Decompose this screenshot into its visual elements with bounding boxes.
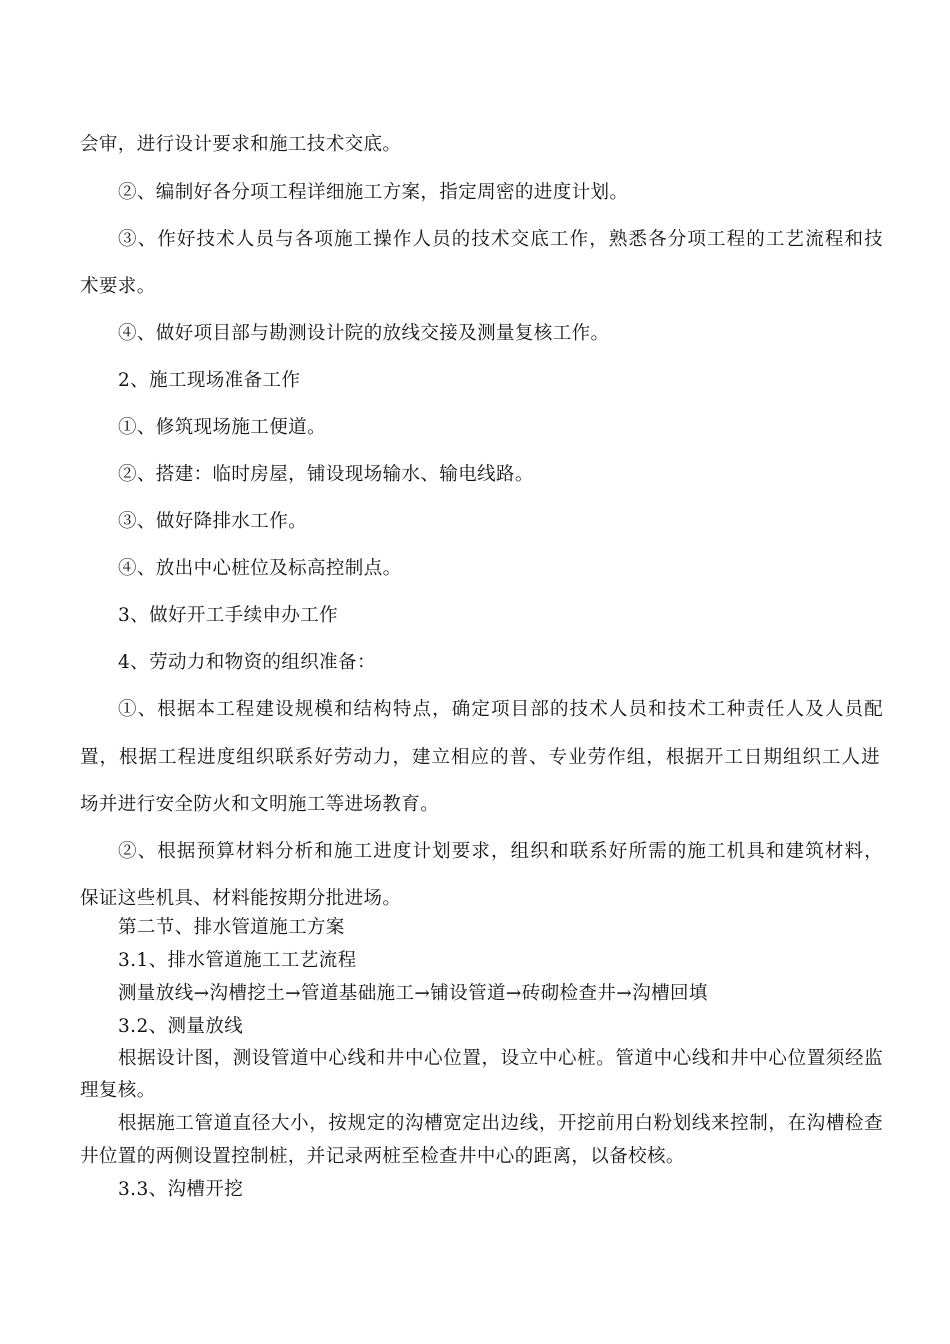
paragraph-line: ②、根据预算材料分析和施工进度计划要求，组织和联系好所需的施工机具和建筑材料， [118, 841, 883, 862]
section-heading: 3.1、排水管道施工工艺流程 [118, 950, 357, 971]
paragraph-line: 理复核。 [80, 1080, 156, 1101]
section-heading: 3.3、沟槽开挖 [118, 1179, 244, 1200]
paragraph-line: 保证这些机具、材料能按期分批进场。 [80, 888, 402, 909]
paragraph-line: 置，根据工程进度组织联系好劳动力，建立相应的普、专业劳作组，根据开工日期组织工人进 [80, 747, 880, 768]
section-heading: 2、施工现场准备工作 [118, 370, 301, 391]
section-heading: 3、做好开工手续申办工作 [118, 605, 339, 626]
paragraph-line: 场并进行安全防火和文明施工等进场教育。 [80, 794, 440, 815]
paragraph-line: ④、放出中心桩位及标高控制点。 [118, 558, 402, 579]
paragraph-line: 井位置的两侧设置控制桩，并记录两桩至检查井中心的距离，以备校核。 [80, 1146, 685, 1167]
paragraph-line: 根据施工管道直径大小，按规定的沟槽宽定出边线，开挖前用白粉划线来控制，在沟槽检查 [118, 1113, 883, 1134]
paragraph-line: ②、搭建：临时房屋，铺设现场输水、输电线路。 [118, 464, 534, 485]
process-flow-line: 测量放线→沟槽挖土→管道基础施工→铺设管道→砖砌检查井→沟槽回填 [118, 983, 708, 1004]
section-heading: 4、劳动力和物资的组织准备： [118, 652, 376, 673]
chapter-heading: 第二节、排水管道施工方案 [118, 917, 345, 938]
paragraph-line: ③、做好降排水工作。 [118, 511, 308, 532]
paragraph-line: ①、修筑现场施工便道。 [118, 417, 326, 438]
paragraph-line: 根据设计图，测设管道中心线和井中心位置，设立中心桩。管道中心线和井中心位置须经监 [118, 1048, 883, 1069]
paragraph-line: ④、做好项目部与勘测设计院的放线交接及测量复核工作。 [118, 323, 610, 344]
section-heading: 3.2、测量放线 [118, 1016, 244, 1037]
paragraph-line: ①、根据本工程建设规模和结构特点，确定项目部的技术人员和技术工种责任人及人员配 [118, 699, 883, 720]
paragraph-line: ②、编制好各分项工程详细施工方案，指定周密的进度计划。 [118, 182, 629, 203]
paragraph-line: 会审，进行设计要求和施工技术交底。 [80, 134, 402, 155]
paragraph-line: 术要求。 [80, 276, 156, 297]
paragraph-line: ③、作好技术人员与各项施工操作人员的技术交底工作，熟悉各分项工程的工艺流程和技 [118, 229, 883, 250]
